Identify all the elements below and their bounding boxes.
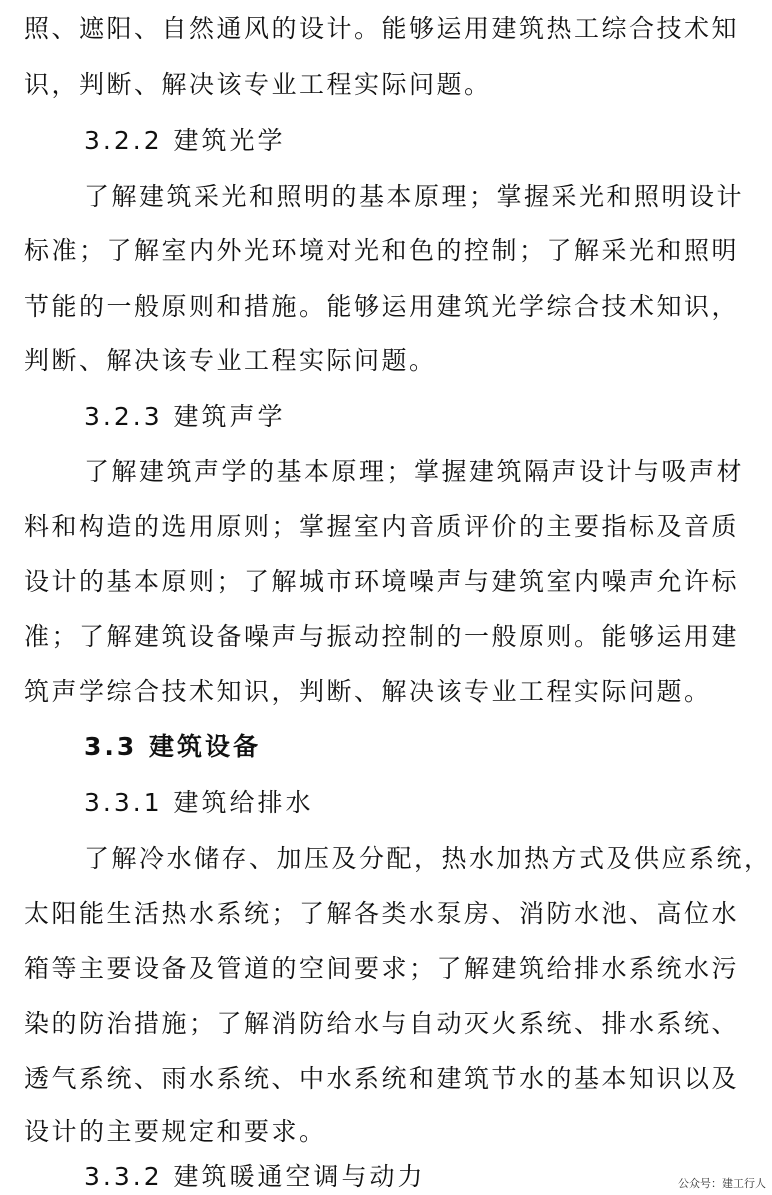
paragraph-line: 标准；了解室内外光环境对光和色的控制；了解采光和照明 [24, 236, 740, 265]
paragraph-line: 准；了解建筑设备噪声与振动控制的一般原则。能够运用建 [24, 622, 740, 651]
paragraph-line: 筑声学综合技术知识，判断、解决该专业工程实际问题。 [24, 677, 712, 706]
paragraph-line: 识，判断、解决该专业工程实际问题。 [24, 70, 492, 99]
watermark-label: 公众号：建工行人 [678, 1177, 766, 1190]
paragraph-line: 照、遮阳、自然通风的设计。能够运用建筑热工综合技术知 [24, 14, 740, 43]
paragraph-line: 了解建筑声学的基本原理；掌握建筑隔声设计与吸声材 [84, 457, 745, 486]
paragraph-line: 设计的主要规定和要求。 [24, 1117, 327, 1146]
section-heading-3-3-1: 3.3.1 建筑给排水 [84, 788, 314, 817]
paragraph-line: 太阳能生活热水系统；了解各类水泵房、消防水池、高位水 [24, 899, 740, 928]
section-heading-3-3: 3.3 建筑设备 [84, 732, 261, 761]
paragraph-line: 了解建筑采光和照明的基本原理；掌握采光和照明设计 [84, 182, 745, 211]
paragraph-line: 了解冷水储存、加压及分配，热水加热方式及供应系统， [84, 844, 772, 873]
paragraph-line: 箱等主要设备及管道的空间要求；了解建筑给排水系统水污 [24, 954, 740, 983]
section-heading-3-2-3: 3.2.3 建筑声学 [84, 402, 286, 431]
paragraph-line: 染的防治措施；了解消防给水与自动灭火系统、排水系统、 [24, 1009, 740, 1038]
section-heading-3-3-2: 3.3.2 建筑暖通空调与动力 [84, 1162, 426, 1191]
section-heading-3-2-2: 3.2.2 建筑光学 [84, 126, 286, 155]
paragraph-line: 节能的一般原则和措施。能够运用建筑光学综合技术知识， [24, 292, 740, 321]
paragraph-line: 料和构造的选用原则；掌握室内音质评价的主要指标及音质 [24, 512, 740, 541]
paragraph-line: 判断、解决该专业工程实际问题。 [24, 346, 437, 375]
paragraph-line: 设计的基本原则；了解城市环境噪声与建筑室内噪声允许标 [24, 567, 740, 596]
paragraph-line: 透气系统、雨水系统、中水系统和建筑节水的基本知识以及 [24, 1064, 740, 1093]
